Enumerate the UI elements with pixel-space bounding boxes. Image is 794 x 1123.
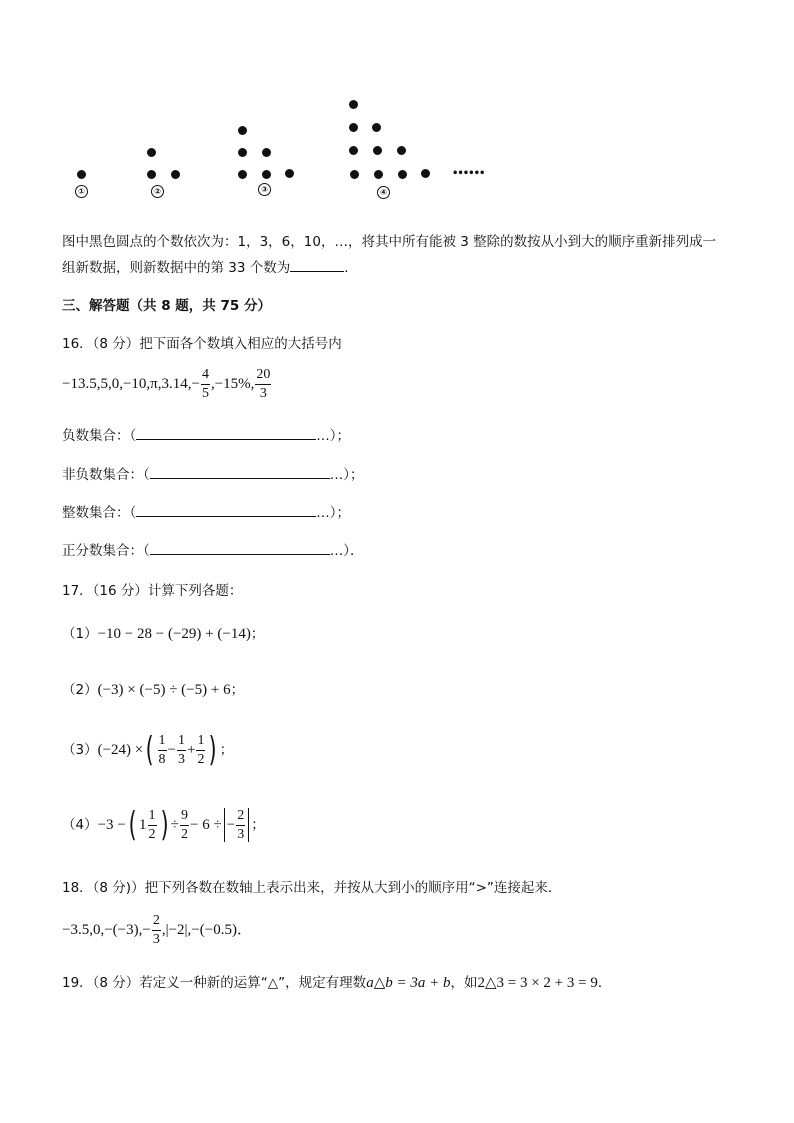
dot xyxy=(350,170,359,179)
q17-p3-f1-den: 8 xyxy=(158,751,166,767)
close-paren: ) xyxy=(209,730,218,770)
dot xyxy=(421,169,430,178)
q18-fraction xyxy=(152,914,161,947)
q17-p3-f3-den: 2 xyxy=(197,751,205,767)
positive-fraction-set-line xyxy=(62,539,364,559)
dot xyxy=(77,170,86,179)
q17-part4 xyxy=(62,805,265,845)
abs-bar xyxy=(224,808,225,842)
q16-fraction-1 xyxy=(201,368,210,401)
q17-part2-expr: (−3) × (−5) ÷ (−5) + 6 xyxy=(97,682,231,698)
q17-p4-op2: − 6 ÷ xyxy=(190,817,222,833)
figure-label-2: ② xyxy=(151,185,164,198)
q17-title: 17．（16 分）计算下列各题： xyxy=(62,583,243,599)
q15-line2 xyxy=(62,256,358,276)
nonnegative-set-label: 非负数集合：（ xyxy=(62,467,150,483)
q16-frac2-num: 20 xyxy=(255,368,271,385)
dot xyxy=(285,169,294,178)
dot xyxy=(238,170,247,179)
nonnegative-set-blank xyxy=(150,464,330,479)
negative-set-line xyxy=(62,424,350,444)
q17-part4-pre: −3 − xyxy=(97,817,126,833)
figure-ellipsis: •••••• xyxy=(452,168,485,179)
q17-p4-neg: − xyxy=(226,817,236,833)
q17-p3-f1-num: 1 xyxy=(158,734,167,751)
q16-frac1-den: 5 xyxy=(201,386,209,401)
q17-p4-f2-den: 2 xyxy=(181,826,189,842)
dot xyxy=(171,170,180,179)
q17-part3 xyxy=(62,730,234,770)
q17-part3-pre: (−24) × xyxy=(97,742,144,758)
q18-pre: −3.5,0,−(−3),− xyxy=(62,921,151,938)
dot xyxy=(349,100,358,109)
q17-p3-frac3 xyxy=(196,734,205,767)
dot xyxy=(238,126,247,135)
q17-p3-frac2 xyxy=(177,734,186,767)
q17-part2-label: （2） xyxy=(62,682,98,698)
integer-set-blank xyxy=(136,502,316,517)
dot xyxy=(349,123,358,132)
open-paren: ( xyxy=(145,730,154,770)
integer-set-label: 整数集合：（ xyxy=(62,505,137,521)
positive-fraction-set-end: …）． xyxy=(329,543,364,559)
q17-part1-end: ； xyxy=(250,626,265,642)
dot xyxy=(238,148,247,157)
q16-numbers-mid: ,−15%, xyxy=(210,375,255,392)
q17-p4-frac2 xyxy=(180,809,189,842)
q18-frac-num: 2 xyxy=(152,914,161,931)
q16-numbers-prefix: −13.5,5,0,−10,π,3.14,− xyxy=(62,375,200,392)
nonnegative-set-end: …）； xyxy=(329,467,364,483)
q19-expr2: 2△3 = 3 × 2 + 3 = 9 xyxy=(477,975,598,991)
q15-line2-end: ． xyxy=(344,260,358,276)
q16-frac1-num: 4 xyxy=(201,368,210,385)
q19-expr1: a△b = 3a + b xyxy=(366,975,451,991)
q15-line2-text: 组新数据，则新数据中的第 33 个数为 xyxy=(62,260,291,276)
answer-blank xyxy=(290,257,344,272)
q17-p4-op1: ÷ xyxy=(170,817,180,833)
open-paren: ( xyxy=(128,805,137,845)
q16-title: 16．（8 分）把下面各个数填入相应的大括号内 xyxy=(62,336,342,352)
q17-p4-f1-den: 2 xyxy=(148,826,156,842)
negative-set-blank xyxy=(136,425,316,440)
dot xyxy=(147,148,156,157)
q17-p3-op2: + xyxy=(187,742,196,758)
figure-label-1: ① xyxy=(75,185,88,198)
dot xyxy=(372,123,381,132)
q18-post: ,|−2|,−(−0.5)． xyxy=(161,921,252,938)
dot xyxy=(373,146,382,155)
q17-p3-frac1 xyxy=(158,734,167,767)
figure-label-4: ④ xyxy=(377,186,390,199)
negative-set-label: 负数集合：（ xyxy=(62,428,137,444)
dot xyxy=(398,170,407,179)
integer-set-line xyxy=(62,501,350,521)
q17-p3-f2-num: 1 xyxy=(177,734,186,751)
positive-fraction-set-label: 正分数集合：（ xyxy=(62,543,150,559)
q17-part4-end: ； xyxy=(251,817,265,833)
q19-line xyxy=(62,971,611,992)
dot xyxy=(262,170,271,179)
q17-part2 xyxy=(62,678,244,699)
q17-p3-op1: − xyxy=(167,742,176,758)
q18-title: 18．（8 分)）把下列各数在数轴上表示出来，并按从大到小的顺序用“>”连接起来． xyxy=(62,880,562,896)
q17-p4-frac3 xyxy=(236,809,245,842)
q17-part1-expr: −10 − 28 − (−29) + (−14) xyxy=(97,626,251,642)
positive-fraction-set-blank xyxy=(150,540,330,555)
dot xyxy=(397,146,406,155)
integer-set-end: …）； xyxy=(316,505,350,521)
q17-p4-int: 1 xyxy=(139,817,147,833)
q17-part1 xyxy=(62,622,264,643)
q17-p3-f3-num: 1 xyxy=(196,734,205,751)
q16-frac2-den: 3 xyxy=(259,386,267,401)
abs-bar xyxy=(248,808,249,842)
q17-part2-end: ； xyxy=(230,682,245,698)
dot xyxy=(147,170,156,179)
q17-part3-label: （3） xyxy=(62,742,98,758)
q17-p4-f2-num: 9 xyxy=(180,809,189,826)
figure-label-3: ③ xyxy=(258,183,271,196)
dot xyxy=(349,146,358,155)
q17-p4-f3-den: 3 xyxy=(237,826,245,842)
section-heading: 三、解答题（共 8 题，共 75 分） xyxy=(62,298,271,314)
q17-p4-frac1 xyxy=(148,809,157,842)
q17-part4-label: （4） xyxy=(62,817,98,833)
dot xyxy=(374,170,383,179)
q17-part3-end: ； xyxy=(219,742,234,758)
q17-p4-f1-num: 1 xyxy=(148,809,157,826)
q18-frac-den: 3 xyxy=(152,932,160,947)
q19-text1: 19．（8 分）若定义一种新的运算“△”，规定有理数 xyxy=(62,975,367,991)
q17-part1-label: （1） xyxy=(62,626,98,642)
q19-text3: ． xyxy=(597,975,612,991)
q17-p4-f3-num: 2 xyxy=(236,809,245,826)
q16-fraction-2 xyxy=(255,368,271,401)
q16-numbers xyxy=(62,368,272,401)
q15-line1: 图中黑色圆点的个数依次为：1，3，6，10，…，将其中所有能被 3 整除的数按从小到大的顺序重新排列成一 xyxy=(62,234,717,250)
close-paren: ) xyxy=(160,805,169,845)
q18-numbers xyxy=(62,914,252,947)
nonnegative-set-line xyxy=(62,463,364,483)
q17-p3-f2-den: 3 xyxy=(178,751,185,767)
negative-set-end: …）； xyxy=(316,428,350,444)
dot xyxy=(262,148,271,157)
q19-text2: ，如 xyxy=(450,975,478,991)
